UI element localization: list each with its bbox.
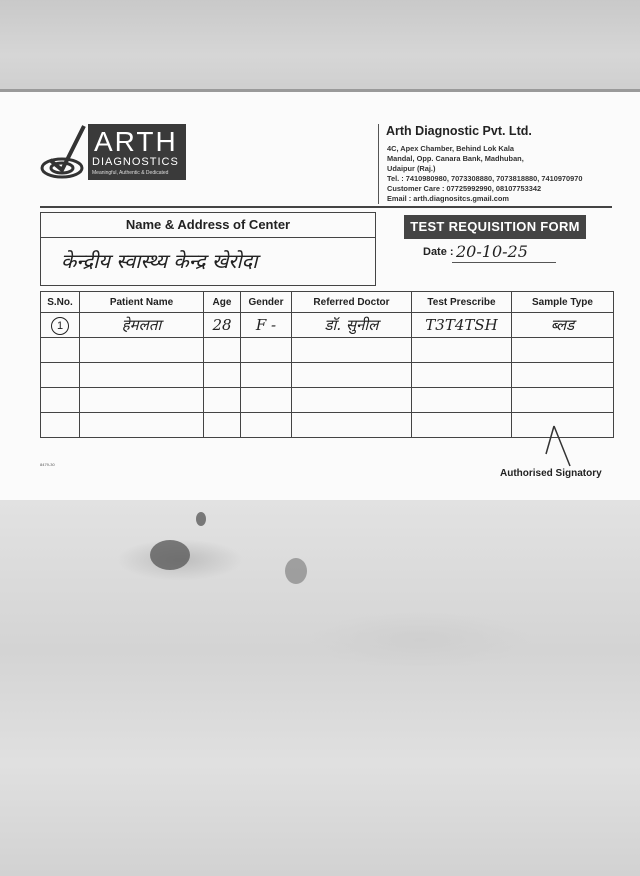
company-customer-care: Customer Care : 07725992990, 08107753342 [387, 184, 542, 193]
form-code: 8479-30 [40, 462, 55, 467]
table-header-row [41, 292, 614, 313]
logo-check-icon [40, 120, 88, 180]
cell-gender[interactable]: F - [241, 313, 292, 338]
cell-sno[interactable] [41, 413, 80, 438]
table-row [41, 388, 614, 413]
cell-patient-name[interactable] [80, 413, 204, 438]
signature-mark [540, 416, 580, 476]
company-tel: Tel. : 7410980980, 7073308880, 7073818880, 7410970970 [387, 174, 583, 183]
ink-smudge [196, 512, 206, 526]
cell-test-prescribe[interactable] [412, 363, 512, 388]
table-row [41, 313, 614, 338]
cell-age[interactable]: 28 [204, 313, 241, 338]
company-address-line3: Udaipur (Raj.) [387, 164, 436, 173]
cell-test-prescribe[interactable] [412, 413, 512, 438]
company-address-line2: Mandal, Opp. Canara Bank, Madhuban, [387, 154, 524, 163]
cell-sample-type[interactable] [512, 363, 614, 388]
center-box-divider [41, 237, 375, 238]
company-address-line1: 4C, Apex Chamber, Behind Lok Kala [387, 144, 515, 153]
col-header-patient-name: Patient Name [80, 292, 204, 313]
ink-smudge [150, 540, 190, 570]
table-row [41, 338, 614, 363]
cell-age[interactable] [204, 388, 241, 413]
cell-sno[interactable] [41, 313, 80, 338]
center-box [40, 212, 376, 286]
cell-sample-type[interactable]: ब्लड [512, 313, 614, 338]
sno-circle: 1 [51, 317, 69, 335]
cell-referred-doctor[interactable] [292, 388, 412, 413]
cell-patient-name[interactable] [80, 388, 204, 413]
cell-patient-name[interactable] [80, 363, 204, 388]
cell-gender[interactable] [241, 388, 292, 413]
scan-background-top [0, 0, 640, 92]
header-divider [378, 124, 379, 204]
cell-gender[interactable] [241, 338, 292, 363]
cell-sno[interactable] [41, 363, 80, 388]
header-rule [40, 206, 612, 208]
cell-patient-name[interactable] [80, 338, 204, 363]
cell-referred-doctor[interactable]: डॉ. सुनील [292, 313, 412, 338]
center-box-title: Name & Address of Center [125, 217, 291, 232]
logo [88, 124, 186, 180]
col-header-sample-type: Sample Type [512, 292, 614, 313]
cell-age[interactable] [204, 363, 241, 388]
cell-sample-type[interactable] [512, 338, 614, 363]
date-field[interactable]: 20-10-25 [456, 242, 528, 261]
cell-patient-name[interactable]: हेमलता [80, 313, 204, 338]
cell-sno[interactable] [41, 388, 80, 413]
logo-tagline: Meaningful, Authentic & Dedicated [92, 170, 169, 176]
col-header-referred-doctor: Referred Doctor [292, 292, 412, 313]
cell-referred-doctor[interactable] [292, 413, 412, 438]
cell-referred-doctor[interactable] [292, 363, 412, 388]
col-header-gender: Gender [241, 292, 292, 313]
col-header-age: Age [204, 292, 241, 313]
company-email: Email : arth.diagnositcs.gmail.com [387, 194, 509, 203]
cell-sample-type[interactable] [512, 388, 614, 413]
table-row [41, 413, 614, 438]
cell-gender[interactable] [241, 413, 292, 438]
test-table [40, 291, 614, 438]
ink-smudge [285, 558, 307, 584]
form-title: TEST REQUISITION FORM [404, 215, 586, 239]
cell-test-prescribe[interactable]: T3T4TSH [412, 313, 512, 338]
authorised-signatory-label: Authorised Signatory [500, 468, 602, 479]
col-header-test-prescribe: Test Prescribe [412, 292, 512, 313]
date-underline [452, 262, 556, 263]
company-name: Arth Diagnostic Pvt. Ltd. [386, 124, 532, 138]
cell-age[interactable] [204, 338, 241, 363]
logo-subtitle: DIAGNOSTICS [92, 156, 179, 168]
table-row [41, 363, 614, 388]
date-label: Date : [423, 246, 454, 258]
logo-wordmark: ARTH [94, 126, 178, 157]
cell-sno[interactable] [41, 338, 80, 363]
col-header-sno: S.No. [41, 292, 80, 313]
center-name-field[interactable]: केन्द्रीय स्वास्थ्य केन्द्र खेरोदा [61, 249, 258, 273]
cell-test-prescribe[interactable] [412, 388, 512, 413]
scan-background-bottom [0, 500, 640, 876]
cell-gender[interactable] [241, 363, 292, 388]
cell-referred-doctor[interactable] [292, 338, 412, 363]
cell-test-prescribe[interactable] [412, 338, 512, 363]
cell-age[interactable] [204, 413, 241, 438]
